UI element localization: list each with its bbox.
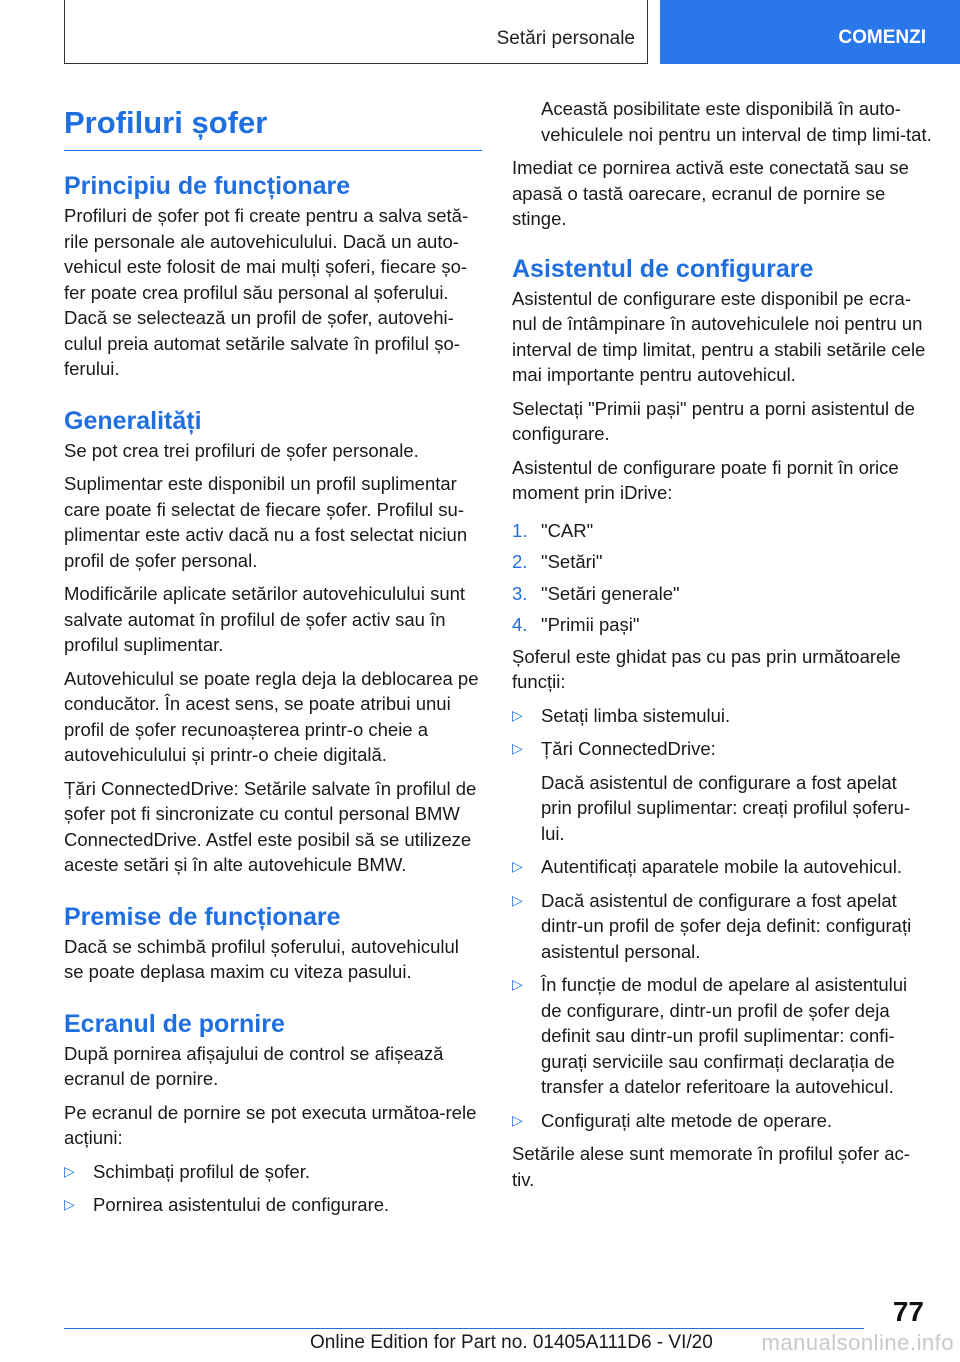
triangle-bullet-icon: ▷ xyxy=(64,1196,75,1212)
list-item: 2. "Setări" xyxy=(512,551,603,572)
heading-generalitati: Generalități xyxy=(64,406,202,435)
list-item: ▷ Autentificați aparatele mobile la autovehicul. xyxy=(512,854,932,880)
triangle-bullet-icon: ▷ xyxy=(512,891,523,908)
paragraph: Imediat ce pornirea activă este conectată sau se apasă o tastă oarecare, ecranul de pornire se stinge. xyxy=(512,157,909,229)
paragraph: Dacă se schimbă profilul șoferului, autovehiculul se poate deplasa maxim cu viteza pasului. xyxy=(64,935,459,982)
triangle-bullet-icon: ▷ xyxy=(512,858,523,874)
list-item: ▷ Pornirea asistentului de configurare. xyxy=(64,1192,482,1218)
paragraph: Asistentul de configurare este disponibil pe ecra-nul de întâmpinare în autovehiculele noi pentru un interval de timp limitat, pentru a stabili setările cele mai importante pentru autovehicul. xyxy=(512,287,926,385)
paragraph: Autovehiculul se poate regla deja la deblocarea pe conducător. În acest sens, se poate atribui unui profil de șofer recunoașterea printr-o cheie a autovehiculului și printr-o cheie digitală. xyxy=(64,667,479,765)
left-column xyxy=(64,100,482,1218)
triangle-bullet-icon: ▷ xyxy=(512,976,523,992)
paragraph: Șoferul este ghidat pas cu pas prin următoarele funcții: xyxy=(512,645,901,692)
triangle-bullet-icon: ▷ xyxy=(64,1162,75,1179)
header-chapter-tab[interactable] xyxy=(660,0,960,64)
list-item: ▷ Dacă asistentul de configurare a fost apelat dintr-un profil de șofer deja definit: configurați asistentul personal. xyxy=(512,889,912,962)
paragraph: Modificările aplicate setărilor autovehiculului sunt salvate automat în profilul de șofer activ sau în profilul suplimentar. xyxy=(64,583,466,655)
paragraph: Suplimentar este disponibil un profil suplimentar care poate fi selectat de fiecare șofer. Profilul su-plimentar este activ dacă nu a fost selectat niciun profil de șofer personal. xyxy=(64,473,468,571)
paragraph: Profiluri de șofer pot fi create pentru a salva setă-rile personale ale autovehiculului. Dacă un auto-vehicul este folosit de mai mulți șoferi, fiecare șo-fer poate crea profilul său personal al șoferului. Dacă se selectează un profil de șofer, autovehi-culul preia automat setările salvate în profilul șo-ferului. xyxy=(64,205,469,379)
list-item: 3. "Setări generale" xyxy=(512,582,680,604)
paragraph: Se pot crea trei profiluri de șofer personale. xyxy=(64,439,419,461)
list-item: 1. "CAR" xyxy=(512,519,594,541)
heading-asistentul: Asistentul de configurare xyxy=(512,254,814,283)
triangle-bullet-icon: ▷ xyxy=(512,740,523,756)
list-item: ▷ În funcție de modul de apelare al asistentului de configurare, dintr-un profil de șofer deja definit sau dintr-un profil suplimentar: confi-gurați serviciile sau confirmați declarația de transfer a datelor referitoare la autovehicul. xyxy=(512,974,908,1097)
page-title: Profiluri șofer xyxy=(64,100,482,151)
numbered-steps xyxy=(512,518,932,638)
paragraph: După pornirea afișajului de control se afișează ecranul de pornire. xyxy=(64,1042,444,1089)
heading-premise: Premise de funcționare xyxy=(64,902,341,931)
header-section-title: Setări personale xyxy=(496,28,635,49)
right-column xyxy=(512,96,932,1192)
header-chapter-label: COMENZI xyxy=(838,27,926,48)
triangle-bullet-icon: ▷ xyxy=(512,1111,523,1128)
page-number: 77 xyxy=(892,1296,924,1327)
list-item: ▷ Țări ConnectedDrive: Dacă asistentul de configurare a fost apelat prin profilul suplimentar: creați profilul șoferu-lui. xyxy=(512,738,911,844)
list-item: ▷ Configurați alte metode de operare. xyxy=(512,1108,932,1134)
paragraph: Setările alese sunt memorate în profilul șofer ac-tiv. xyxy=(512,1143,910,1190)
footer-edition: Online Edition for Part no. 01405A111D6 - VI/20 xyxy=(310,1332,713,1353)
footer-divider xyxy=(64,1328,864,1329)
paragraph: Pe ecranul de pornire se pot executa următoa-rele acțiuni: xyxy=(64,1101,477,1148)
list-item: 4. "Primii pași" xyxy=(512,614,640,635)
list-item: ▷ Schimbați profilul de șofer. xyxy=(64,1159,482,1185)
bullet-list xyxy=(512,703,932,1134)
heading-principiu: Principiu de funcționare xyxy=(64,172,351,200)
paragraph: Selectați "Primii pași" pentru a porni asistentul de configurare. xyxy=(512,397,915,444)
heading-ecranul: Ecranul de pornire xyxy=(64,1009,285,1038)
watermark: manualsonline.info xyxy=(761,1330,954,1355)
header-section-box xyxy=(64,0,648,64)
list-item: ▷ Setați limba sistemului. xyxy=(512,703,932,729)
paragraph: Țări ConnectedDrive: Setările salvate în profilul de șofer pot fi sincronizate cu contul personal BMW ConnectedDrive. Astfel este posibil să se utilizeze aceste setări și în alte autovehicule BMW. xyxy=(64,777,477,875)
triangle-bullet-icon: ▷ xyxy=(512,706,523,723)
paragraph-continued: Această posibilitate este disponibilă în auto-vehiculele noi pentru un interval de timp limi-tat. xyxy=(541,98,932,145)
paragraph: Asistentul de configurare poate fi pornit în orice moment prin iDrive: xyxy=(512,456,899,503)
bullet-list xyxy=(64,1159,482,1218)
